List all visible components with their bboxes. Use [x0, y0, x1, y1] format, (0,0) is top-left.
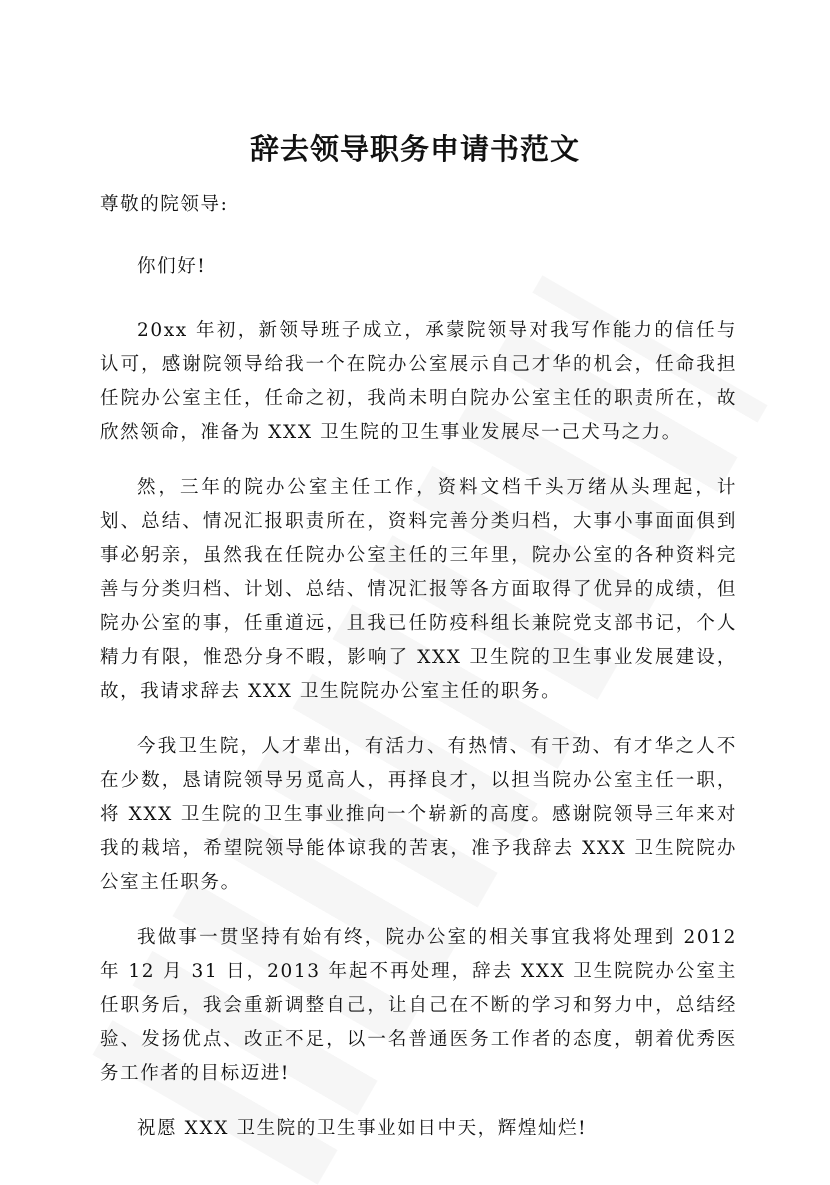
greeting: 你们好!	[137, 256, 207, 277]
paragraph: 我做事一贯坚持有始有终，院办公室的相关事宜我将处理到 2012 年 12 月 31 日，2013 年起不再处理，辞去 XXX 卫生院院办公室主任职务后，我会重新调整自己，让自己在不断的学习和努力中，总结经验、发扬优点、改正不足，以一名普通医务工作者的态度，朝着优秀医务工作者的目标迈进!	[100, 927, 737, 1084]
document-title: 辞去领导职务申请书范文	[249, 132, 580, 167]
paragraph: 然，三年的院办公室主任工作，资料文档千头万绪从头理起，计划、总结、情况汇报职责所在，资料完善分类归档，大事小事面面俱到事必躬亲，虽然我在任院办公室主任的三年里，院办公室的各种资料完善与分类归档、计划、总结、情况汇报等各方面取得了优异的成绩，但院办公室的事，任重道远，且我已任防疫科组长兼院党支部书记，个人精力有限，惟恐分身不暇，影响了 XXX 卫生院的卫生事业发展建设，故，我请求辞去 XXX 卫生院院办公室主任的职务。	[100, 477, 737, 702]
document-body	[100, 188, 737, 1167]
salutation: 尊敬的院领导:	[100, 194, 229, 215]
paragraph: 20xx 年初，新领导班子成立，承蒙院领导对我写作能力的信任与认可，感谢院领导给我一个在院办公室展示自己才华的机会，任命我担任院办公室主任，任命之初，我尚未明白院办公室主任的职责所在，故欣然领命，准备为 XXX 卫生院的卫生事业发展尽一己犬马之力。	[100, 320, 737, 443]
closing-wish: 祝愿 XXX 卫生院的卫生事业如日中天，辉煌灿烂!	[137, 1118, 588, 1139]
paragraph: 今我卫生院，人才辈出，有活力、有热情、有干劲、有才华之人不在少数，恳请院领导另觅高人，再择良才，以担当院办公室主任一职，将 XXX 卫生院的卫生事业推向一个崭新的高度。感谢院领导三年来对我的栽培，希望院领导能体谅我的苦衷，准予我辞去 XXX 卫生院院办公室主任职务。	[100, 736, 737, 893]
